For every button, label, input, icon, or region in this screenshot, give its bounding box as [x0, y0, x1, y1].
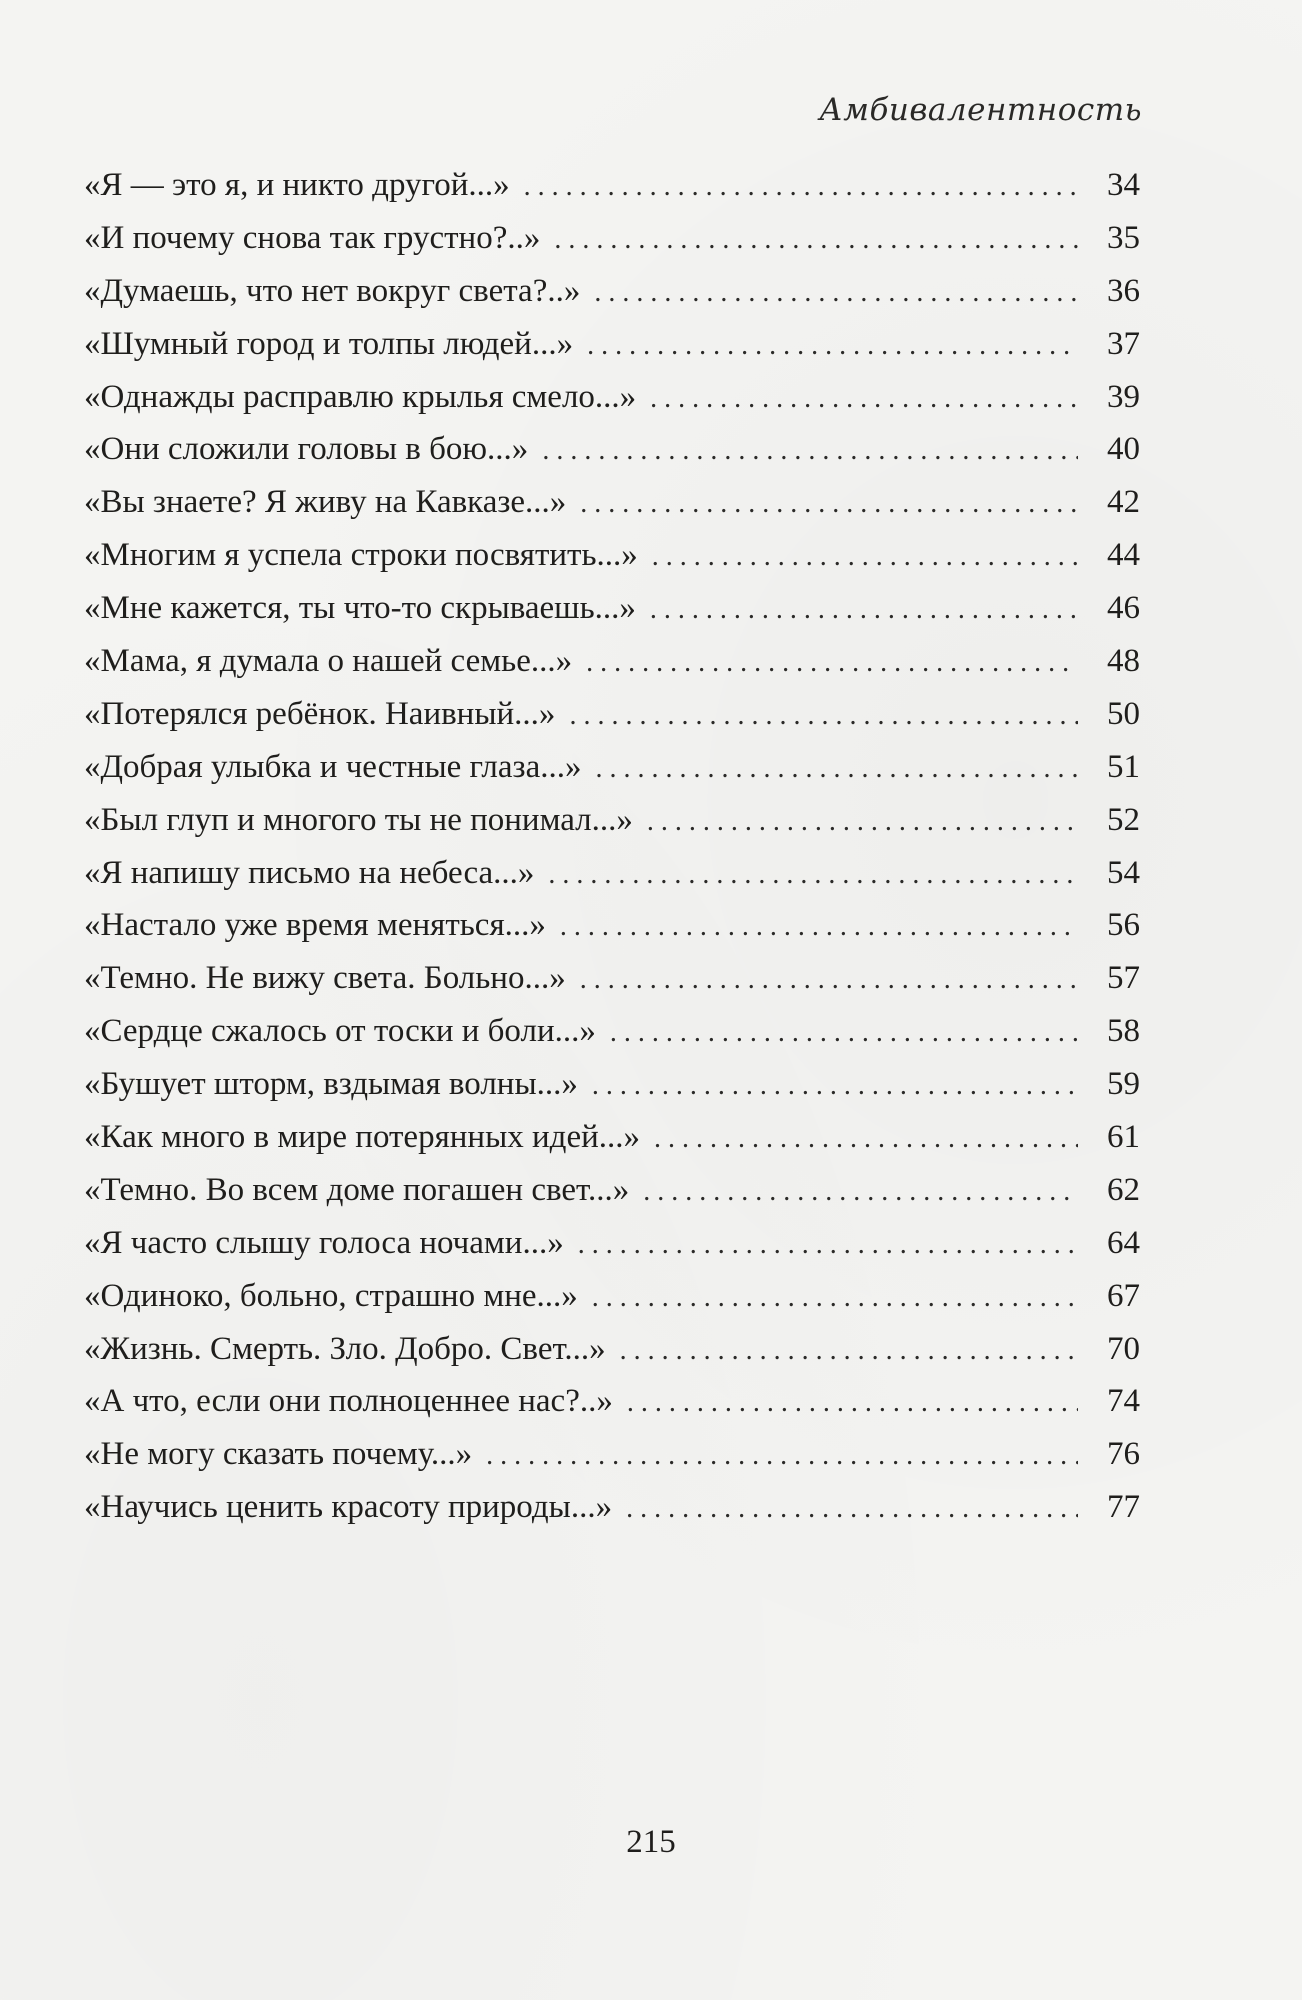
toc-entry-page: 56 — [1107, 907, 1140, 944]
toc-entry — [84, 423, 1140, 476]
toc-entry — [84, 265, 1140, 318]
toc-entry — [84, 1058, 1140, 1111]
dot-leader — [592, 1272, 1078, 1325]
toc-entry — [84, 1164, 1140, 1217]
toc-entry — [84, 212, 1140, 265]
toc-entry — [84, 1111, 1140, 1164]
dot-leader — [627, 1377, 1078, 1430]
dot-leader — [580, 954, 1078, 1007]
dot-leader — [650, 584, 1078, 637]
toc-entry-title: «Бушует шторм, вздымая волны...» — [84, 1066, 578, 1103]
toc-entry-title: «Не могу сказать почему...» — [84, 1436, 473, 1473]
toc-entry — [84, 1005, 1140, 1058]
toc-entry-page: 58 — [1107, 1013, 1140, 1050]
dot-leader — [654, 1113, 1078, 1166]
dot-leader — [524, 161, 1078, 214]
toc-entry-title: «Научись ценить красоту природы...» — [84, 1489, 613, 1526]
dot-leader — [595, 743, 1078, 796]
toc-entry-page: 50 — [1107, 695, 1140, 732]
toc-entry-title: «Потерялся ребёнок. Наивный...» — [84, 695, 556, 732]
toc-entry-title: «Мама, я думала о нашей семье...» — [84, 643, 573, 680]
toc-entry — [84, 159, 1140, 212]
toc-entry-title: «Я часто слышу голоса ночами...» — [84, 1224, 564, 1261]
toc-entry-page: 54 — [1107, 854, 1140, 891]
dot-leader — [594, 267, 1078, 320]
toc-entry-title: «А что, если они полноценнее нас?..» — [84, 1383, 613, 1420]
toc-entry — [84, 688, 1140, 741]
toc-entry-page: 77 — [1107, 1489, 1140, 1526]
toc-entry — [84, 318, 1140, 371]
dot-leader — [580, 478, 1078, 531]
toc-entry-title: «Как много в мире потерянных идей...» — [84, 1119, 641, 1156]
toc-entry-title: «И почему снова так грустно?..» — [84, 219, 541, 256]
toc-entry — [84, 1428, 1140, 1481]
dot-leader — [578, 1219, 1078, 1272]
toc-entry-page: 46 — [1107, 590, 1140, 627]
toc-entry — [84, 741, 1140, 794]
toc-entry — [84, 476, 1140, 529]
dot-leader — [554, 214, 1078, 267]
running-header-title: Амбивалентность — [819, 92, 1142, 128]
dot-leader — [626, 1483, 1078, 1536]
dot-leader — [647, 796, 1078, 849]
toc-entry-page: 62 — [1107, 1171, 1140, 1208]
toc-entry-title: «Многим я успела строки посвятить...» — [84, 537, 638, 574]
toc-entry-title: «Одиноко, больно, страшно мне...» — [84, 1277, 578, 1314]
toc-entry — [84, 847, 1140, 900]
toc-entry — [84, 1217, 1140, 1270]
toc-entry-title: «Мне кажется, ты что-то скрываешь...» — [84, 590, 636, 627]
toc-entry-title: «Я напишу письмо на небеса...» — [84, 854, 535, 891]
toc-entry-page: 40 — [1107, 431, 1140, 468]
toc-entry-page: 70 — [1107, 1330, 1140, 1367]
toc-entry-title: «Добрая улыбка и честные глаза...» — [84, 748, 582, 785]
toc-entry-page: 42 — [1107, 484, 1140, 521]
dot-leader — [592, 1060, 1078, 1113]
dot-leader — [620, 1325, 1078, 1378]
toc-entry — [84, 529, 1140, 582]
table-of-contents — [84, 159, 1140, 1534]
dot-leader — [643, 1166, 1078, 1219]
toc-entry-page: 57 — [1107, 960, 1140, 997]
toc-entry-title: «Темно. Во всем доме погашен свет...» — [84, 1171, 630, 1208]
dot-leader — [542, 425, 1078, 478]
toc-entry-page: 74 — [1107, 1383, 1140, 1420]
toc-entry-page: 37 — [1107, 325, 1140, 362]
toc-entry-page: 59 — [1107, 1066, 1140, 1103]
toc-entry — [84, 1375, 1140, 1428]
toc-entry — [84, 582, 1140, 635]
toc-entry-page: 76 — [1107, 1436, 1140, 1473]
toc-entry — [84, 952, 1140, 1005]
toc-entry — [84, 1270, 1140, 1323]
toc-entry — [84, 899, 1140, 952]
toc-entry — [84, 1323, 1140, 1376]
toc-entry-title: «Жизнь. Смерть. Зло. Добро. Свет...» — [84, 1330, 606, 1367]
dot-leader — [586, 637, 1078, 690]
toc-entry-title: «Шумный город и толпы людей...» — [84, 325, 574, 362]
toc-entry-title: «Темно. Не вижу света. Больно...» — [84, 960, 566, 997]
toc-entry-page: 61 — [1107, 1119, 1140, 1156]
dot-leader — [610, 1007, 1078, 1060]
dot-leader — [652, 531, 1078, 584]
toc-entry-page: 44 — [1107, 537, 1140, 574]
toc-entry — [84, 794, 1140, 847]
toc-entry-page: 34 — [1107, 167, 1140, 203]
toc-entry-page: 35 — [1107, 219, 1140, 256]
toc-entry-page: 52 — [1107, 801, 1140, 838]
dot-leader — [548, 849, 1078, 902]
toc-entry-title: «Вы знаете? Я живу на Кавказе...» — [84, 484, 567, 521]
toc-entry — [84, 1481, 1140, 1534]
dot-leader — [560, 901, 1078, 954]
toc-entry-title: «Однажды расправлю крылья смело...» — [84, 378, 637, 415]
dot-leader — [486, 1430, 1078, 1483]
page-number: 215 — [626, 1824, 676, 1860]
toc-entry-page: 48 — [1107, 643, 1140, 680]
toc-entry-page: 64 — [1107, 1224, 1140, 1261]
toc-entry — [84, 635, 1140, 688]
toc-entry-page: 36 — [1107, 272, 1140, 309]
dot-leader — [587, 320, 1078, 373]
dot-leader — [569, 690, 1078, 743]
dot-leader — [650, 373, 1078, 426]
toc-entry — [84, 371, 1140, 424]
toc-entry-title: «Сердце сжалось от тоски и боли...» — [84, 1013, 596, 1050]
toc-entry-title: «Я — это я, и никто другой...» — [84, 167, 510, 203]
toc-entry-page: 39 — [1107, 378, 1140, 415]
toc-entry-title: «Настало уже время меняться...» — [84, 907, 546, 944]
toc-entry-title: «Был глуп и многого ты не понимал...» — [84, 801, 633, 838]
toc-entry-page: 51 — [1107, 748, 1140, 785]
toc-entry-title: «Они сложили головы в бою...» — [84, 431, 529, 468]
toc-entry-page: 67 — [1107, 1277, 1140, 1314]
toc-entry-title: «Думаешь, что нет вокруг света?..» — [84, 272, 581, 309]
